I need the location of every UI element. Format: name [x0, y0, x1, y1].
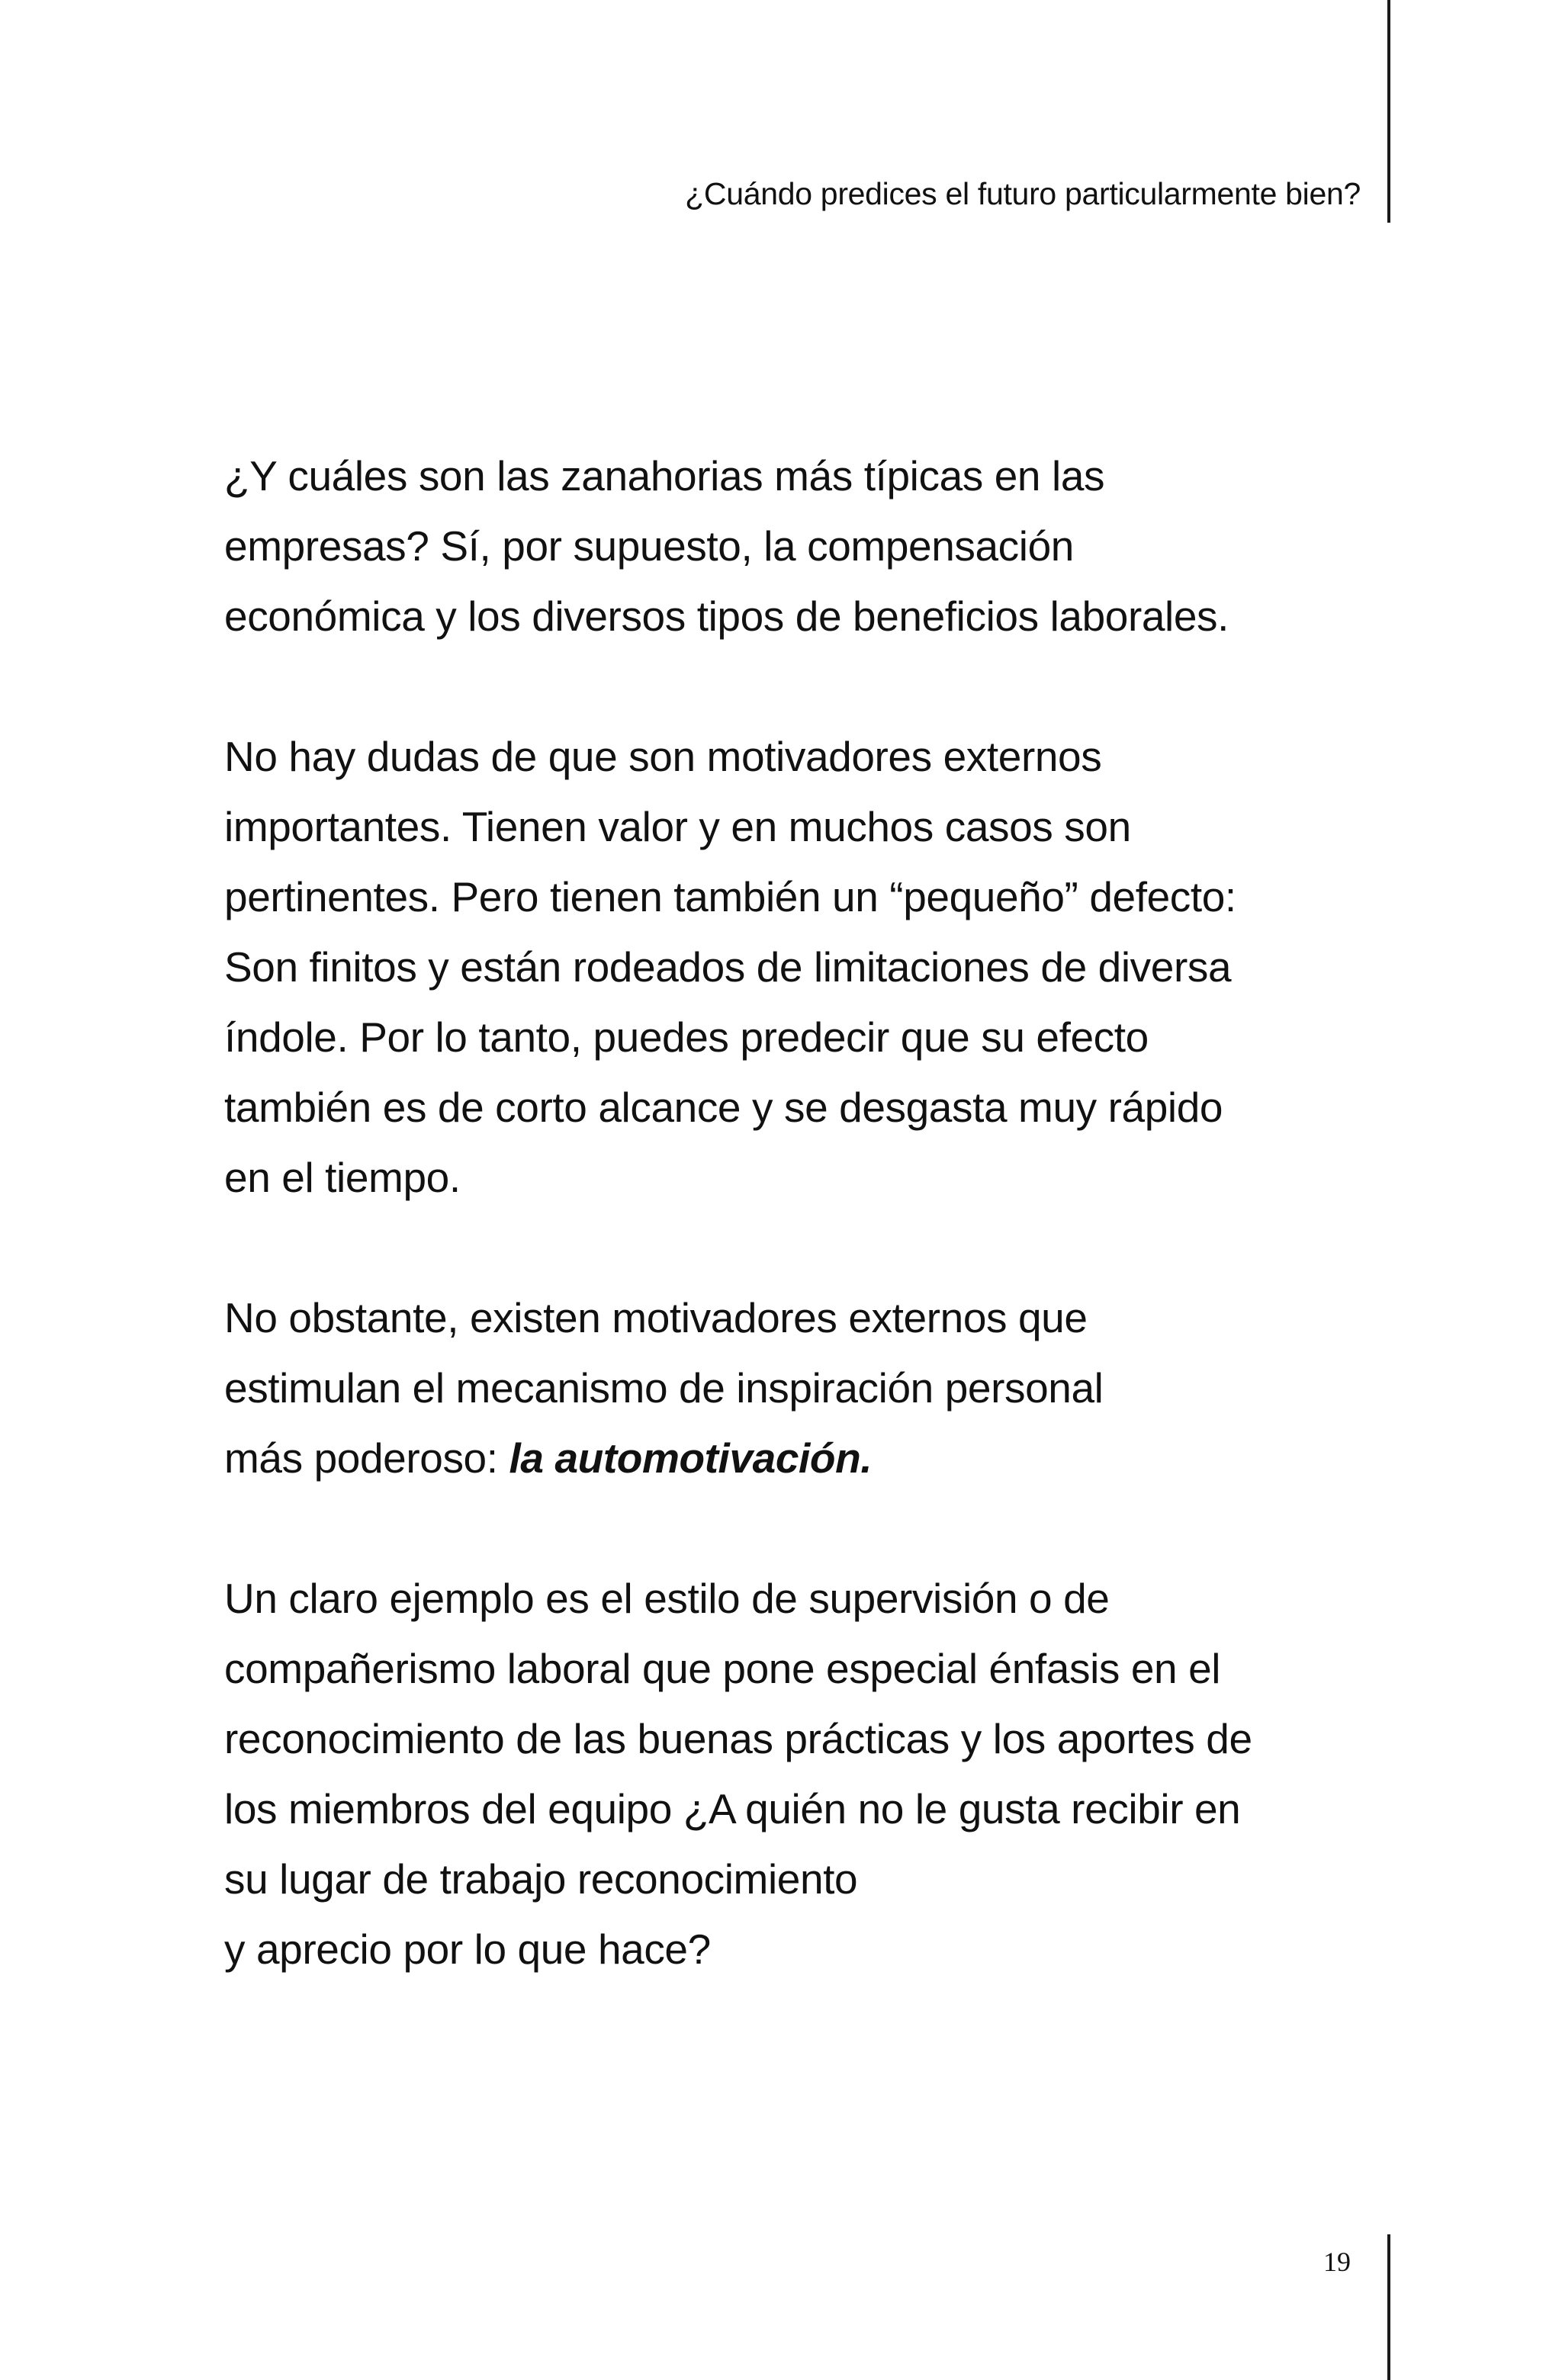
text-line: y aprecio por lo que hace?	[224, 1926, 711, 1973]
text-line: No obstante, existen motivadores externos que	[224, 1294, 1088, 1341]
text-line: también es de corto alcance y se desgasta muy rápido	[224, 1084, 1223, 1131]
text-line: ¿Y cuáles son las zanahorias más típicas en las	[224, 452, 1105, 499]
text-line-with-emphasis	[224, 1423, 1399, 1493]
text-line: compañerismo laboral que pone especial énfasis en el	[224, 1645, 1221, 1692]
text-line: Son finitos y están rodeados de limitaciones de diversa	[224, 943, 1232, 991]
text-line: importantes. Tienen valor y en muchos casos son	[224, 803, 1131, 850]
text-line: estimulan el mecanismo de inspiración personal	[224, 1364, 1104, 1412]
bottom-margin-rule	[1387, 2234, 1390, 2380]
text-line: económica y los diversos tipos de beneficios laborales.	[224, 593, 1229, 640]
text-line: No hay dudas de que son motivadores externos	[224, 733, 1102, 780]
text-line: reconocimiento de las buenas prácticas y los aportes de	[224, 1715, 1252, 1762]
text-fragment: más poderoso:	[224, 1434, 509, 1482]
page-number: 19	[1323, 2247, 1351, 2277]
emphasis-automotivacion: la automotivación.	[509, 1434, 873, 1482]
text-line: Un claro ejemplo es el estilo de supervisión o de	[224, 1575, 1110, 1622]
running-header-title: ¿Cuándo predices el futuro particularmente bien?	[685, 176, 1361, 211]
text-line: su lugar de trabajo reconocimiento	[224, 1855, 858, 1903]
paragraph-4	[224, 1563, 1399, 1984]
top-margin-rule	[1387, 0, 1390, 223]
body-text	[224, 441, 1399, 2054]
paragraph-1	[224, 441, 1399, 651]
text-line: en el tiempo.	[224, 1154, 461, 1201]
paragraph-2	[224, 721, 1399, 1212]
text-line: pertinentes. Pero tienen también un “pequeño” defecto:	[224, 873, 1236, 920]
text-line: índole. Por lo tanto, puedes predecir que su efecto	[224, 1013, 1149, 1061]
paragraph-3	[224, 1283, 1399, 1493]
text-line: los miembros del equipo ¿A quién no le gusta recibir en	[224, 1785, 1241, 1832]
text-line: empresas? Sí, por supuesto, la compensación	[224, 522, 1074, 570]
